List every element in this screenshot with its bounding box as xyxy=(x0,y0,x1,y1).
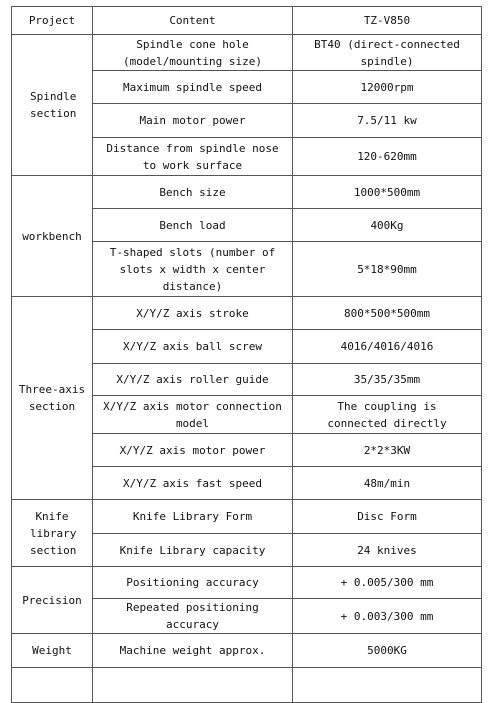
spec-value: The coupling is connected directly xyxy=(293,396,482,434)
table-row xyxy=(12,176,482,209)
spec-name: Knife Library Form xyxy=(93,500,293,534)
table-row xyxy=(12,500,482,534)
spec-name: Machine weight approx. xyxy=(93,634,293,668)
section-label-knife-library: Knife library section xyxy=(12,500,93,567)
spec-value: 800*500*500mm xyxy=(293,297,482,330)
spec-name: Distance from spindle nose to work surface xyxy=(93,138,293,176)
spec-name: Knife Library capacity xyxy=(93,534,293,567)
spec-value: 24 knives xyxy=(293,534,482,567)
spec-name: X/Y/Z axis stroke xyxy=(93,297,293,330)
spec-value: 1000*500mm xyxy=(293,176,482,209)
spec-value: BT40 (direct-connected spindle) xyxy=(293,35,482,71)
spec-name: X/Y/Z axis fast speed xyxy=(93,467,293,500)
spec-value: 12000rpm xyxy=(293,71,482,104)
spec-name: T-shaped slots (number of slots x width x center distance) xyxy=(93,242,293,297)
empty-cell xyxy=(293,668,482,703)
table-row xyxy=(12,567,482,599)
table-row xyxy=(12,35,482,71)
spec-value: 120-620mm xyxy=(293,138,482,176)
spec-name: X/Y/Z axis motor connection model xyxy=(93,396,293,434)
spec-value: 48m/min xyxy=(293,467,482,500)
spec-value: 5000KG xyxy=(293,634,482,668)
spec-name: X/Y/Z axis ball screw xyxy=(93,330,293,364)
section-label-workbench: workbench xyxy=(12,176,93,297)
spec-table xyxy=(11,6,482,703)
spec-name: Positioning accuracy xyxy=(93,567,293,599)
spec-name: Repeated positioning accuracy xyxy=(93,599,293,634)
spec-name: X/Y/Z axis roller guide xyxy=(93,364,293,396)
header-row xyxy=(12,7,482,35)
table-row xyxy=(12,634,482,668)
spec-name: Maximum spindle speed xyxy=(93,71,293,104)
empty-row xyxy=(12,668,482,703)
section-label-weight: Weight xyxy=(12,634,93,668)
spec-value: 4016/4016/4016 xyxy=(293,330,482,364)
section-label-precision: Precision xyxy=(12,567,93,634)
spec-name: X/Y/Z axis motor power xyxy=(93,434,293,467)
section-label-spindle: Spindle section xyxy=(12,35,93,176)
spec-value: 2*2*3KW xyxy=(293,434,482,467)
empty-cell xyxy=(93,668,293,703)
spec-value: Disc Form xyxy=(293,500,482,534)
spec-value: 7.5/11 kw xyxy=(293,104,482,138)
spec-name: Bench size xyxy=(93,176,293,209)
spec-value: 400Kg xyxy=(293,209,482,242)
header-model: TZ-V850 xyxy=(293,7,482,35)
spec-name: Spindle cone hole (model/mounting size) xyxy=(93,35,293,71)
section-label-three-axis: Three-axis section xyxy=(12,297,93,500)
table-row xyxy=(12,297,482,330)
spec-name: Main motor power xyxy=(93,104,293,138)
spec-value: 35/35/35mm xyxy=(293,364,482,396)
spec-value: + 0.003/300 mm xyxy=(293,599,482,634)
spec-value: 5*18*90mm xyxy=(293,242,482,297)
header-project: Project xyxy=(12,7,93,35)
empty-cell xyxy=(12,668,93,703)
header-content: Content xyxy=(93,7,293,35)
spec-name: Bench load xyxy=(93,209,293,242)
spec-value: + 0.005/300 mm xyxy=(293,567,482,599)
